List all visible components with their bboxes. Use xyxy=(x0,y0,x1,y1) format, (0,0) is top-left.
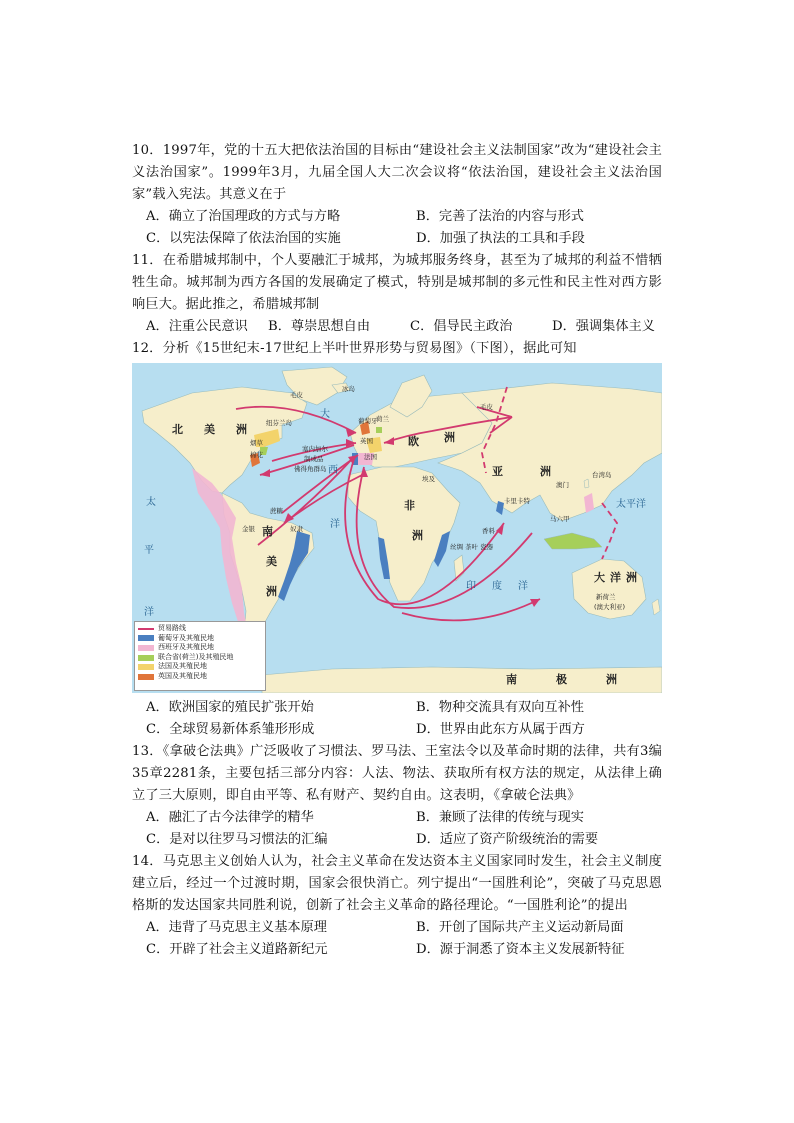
label-atlantic-3: 洋 xyxy=(330,519,340,530)
label-south-america-3: 洲 xyxy=(266,585,277,598)
world-trade-map xyxy=(132,363,662,693)
option-a[interactable]: A．注重公民意识 xyxy=(146,319,248,334)
legend-label: 联合省(荷兰)及其殖民地 xyxy=(158,652,234,661)
label-egypt: 埃及 xyxy=(422,475,435,483)
label-fur-na: 毛皮 xyxy=(290,391,303,399)
label-asia-1: 亚 xyxy=(492,465,503,478)
label-antarctica-1: 南 xyxy=(506,673,517,686)
label-europe-1: 欧 xyxy=(408,435,419,448)
question-12 xyxy=(132,338,662,741)
option-a[interactable]: A．欧洲国家的殖民扩张开始 xyxy=(146,700,314,715)
label-spices: 香料 xyxy=(482,527,495,535)
legend-label: 西班牙及其殖民地 xyxy=(158,643,214,652)
label-new-holland: 新荷兰 xyxy=(596,593,616,601)
question-11 xyxy=(132,250,662,338)
label-malacca: 马六甲 xyxy=(550,515,570,523)
legend-swatch xyxy=(138,628,154,630)
question-10 xyxy=(132,140,662,250)
question-13-stem: 13．《拿破仑法典》广泛吸收了习惯法、罗马法、王室法令以及革命时期的法律，共有3编35章2281条，主要包括三部分内容：人法、物法、获取所有权方法的规定，从法律上确立了三大原则，即自由平等、私有财产、契约自由。这表明，《拿破仑法典》 xyxy=(132,744,662,803)
option-d[interactable]: D．加强了执法的工具和手段 xyxy=(416,231,585,246)
legend-swatch xyxy=(138,674,154,680)
option-b[interactable]: B．开创了国际共产主义运动新局面 xyxy=(416,920,624,935)
label-south-america-2: 美 xyxy=(266,555,277,568)
option-c[interactable]: C．开辟了社会主义道路新纪元 xyxy=(146,942,328,957)
question-13-options xyxy=(132,807,662,851)
label-north-america-2: 美 xyxy=(204,423,215,436)
label-indian-3: 洋 xyxy=(518,581,528,592)
label-north-america-1: 北 xyxy=(172,423,183,436)
option-c[interactable]: C．全球贸易新体系雏形形成 xyxy=(146,722,315,737)
label-pacific-3: 洋 xyxy=(144,607,154,618)
legend-label: 贸易路线 xyxy=(158,624,186,632)
option-d[interactable]: D．世界由此东方从属于西方 xyxy=(416,722,585,737)
option-c[interactable]: C．倡导民主政治 xyxy=(410,319,513,334)
map-legend xyxy=(134,621,266,691)
label-tobacco: 烟草 xyxy=(250,439,263,447)
question-12-stem: 12．分析《15世纪末-17世纪上半叶世界形势与贸易图》（下图），据此可知 xyxy=(132,341,577,356)
question-11-options xyxy=(132,316,662,338)
option-d[interactable]: D．强调集体主义 xyxy=(552,319,655,334)
label-finished-goods: 制成品 xyxy=(304,455,324,463)
label-asia-2: 洲 xyxy=(540,465,551,478)
label-calicut: 卡里卡特 xyxy=(504,497,530,505)
question-14 xyxy=(132,851,662,961)
exam-page xyxy=(132,140,662,961)
option-c[interactable]: C．以宪法保障了依法治国的实施 xyxy=(146,231,341,246)
legend-item-route xyxy=(138,624,262,634)
label-pacific-1: 太 xyxy=(146,497,156,508)
label-south-america-1: 南 xyxy=(262,525,273,538)
question-14-options xyxy=(132,917,662,961)
option-d[interactable]: D．适应了资产阶级统治的需要 xyxy=(416,832,599,847)
legend-label: 法国及其殖民地 xyxy=(158,662,207,671)
label-newfoundland: 纽芬兰岛 xyxy=(266,419,292,427)
label-taiwan: 台湾岛 xyxy=(592,471,612,479)
label-atlantic-1: 大 xyxy=(320,409,330,420)
label-atlantic-2: 西 xyxy=(328,465,338,476)
label-indian-1: 印 xyxy=(466,581,476,592)
antarctica-land xyxy=(262,667,662,693)
question-11-stem: 11．在希腊城邦制中，个人要融汇于城邦，为城邦服务终身，甚至为了城邦的利益不惜牺牲生命。城邦制为西方各国的发展确定了模式，特别是城邦制的多元性和民主性对西方影响巨大。据此推之，希腊城邦制 xyxy=(132,253,662,312)
legend-swatch xyxy=(138,645,154,651)
label-antarctica-3: 洲 xyxy=(606,673,617,686)
question-12-options xyxy=(132,697,662,741)
question-13 xyxy=(132,741,662,851)
option-a[interactable]: A．确立了治国理政的方式与方略 xyxy=(146,209,341,224)
legend-item-portugal xyxy=(138,634,262,644)
label-sugar: 蔗糖 xyxy=(270,507,283,515)
label-macau: 澳门 xyxy=(556,481,569,489)
legend-swatch xyxy=(138,664,154,670)
option-a[interactable]: A．融汇了古今法律学的精华 xyxy=(146,810,314,825)
label-goree: 佛得角群岛 xyxy=(294,465,327,473)
legend-item-netherlands xyxy=(138,653,262,663)
label-north-america-3: 洲 xyxy=(236,423,247,436)
label-pacific-east: 太平洋 xyxy=(616,499,646,510)
question-10-options xyxy=(132,206,662,250)
label-europe-2: 洲 xyxy=(444,431,455,444)
label-silk-tea: 丝绸 茶叶 瓷器 xyxy=(450,543,494,551)
option-a[interactable]: A．违背了马克思主义基本原理 xyxy=(146,920,327,935)
netherlands-home xyxy=(376,427,382,433)
label-slaves: 奴隶 xyxy=(290,525,303,533)
label-iceland: 冰岛 xyxy=(342,385,355,393)
option-b[interactable]: B．尊崇思想自由 xyxy=(268,319,371,334)
question-10-stem: 10．1997年，党的十五大把依法治国的目标由“建设社会主义法制国家”改为“建设社会主义法治国家”。1999年3月，九届全国人大二次会议将“依法治国，建设社会主义法治国家”载入宪法。其意义在于 xyxy=(132,143,662,202)
option-c[interactable]: C．是对以往罗马习惯法的汇编 xyxy=(146,832,328,847)
legend-swatch xyxy=(138,635,154,641)
label-gold: 金银 xyxy=(242,525,255,533)
label-cotton: 棉花 xyxy=(250,451,263,459)
label-australia: (澳大利亚) xyxy=(594,603,626,611)
label-england: 英国 xyxy=(360,437,373,445)
label-france: 法国 xyxy=(364,453,377,461)
label-oceania-2: 洋 xyxy=(610,571,621,584)
taiwan-land xyxy=(584,479,589,488)
label-africa-1: 非 xyxy=(404,499,415,512)
label-africa-2: 洲 xyxy=(412,529,423,542)
label-senegal: 塞内加尔 xyxy=(302,445,328,453)
option-d[interactable]: D．源于洞悉了资本主义发展新特征 xyxy=(416,942,625,957)
label-indian-2: 度 xyxy=(492,581,502,592)
label-fur-siberia: 毛皮 xyxy=(480,403,493,411)
legend-label: 葡萄牙及其殖民地 xyxy=(158,633,214,642)
label-portugal: 葡萄牙 xyxy=(358,417,378,425)
legend-label: 英国及其殖民地 xyxy=(158,671,207,680)
label-netherlands: 荷兰 xyxy=(376,415,389,423)
legend-item-england xyxy=(138,672,262,682)
label-antarctica-2: 极 xyxy=(556,673,567,686)
legend-item-france xyxy=(138,662,262,672)
legend-item-spain xyxy=(138,643,262,653)
label-oceania-3: 洲 xyxy=(626,571,637,584)
label-oceania-1: 大 xyxy=(594,571,605,584)
option-b[interactable]: B．物种交流具有双向互补性 xyxy=(416,700,584,715)
option-b[interactable]: B．兼顾了法律的传统与现实 xyxy=(416,810,584,825)
label-pacific-2: 平 xyxy=(144,545,154,556)
option-b[interactable]: B．完善了法治的内容与形式 xyxy=(416,209,584,224)
legend-swatch xyxy=(138,655,154,661)
question-14-stem: 14．马克思主义创始人认为，社会主义革命在发达资本主义国家同时发生，社会主义制度建立后，经过一个过渡时期，国家会很快消亡。列宁提出“一国胜利论”，突破了马克思恩格斯的发达国家共同胜利说，创新了社会主义革命的路径理论。“一国胜利论”的提出 xyxy=(132,854,662,913)
